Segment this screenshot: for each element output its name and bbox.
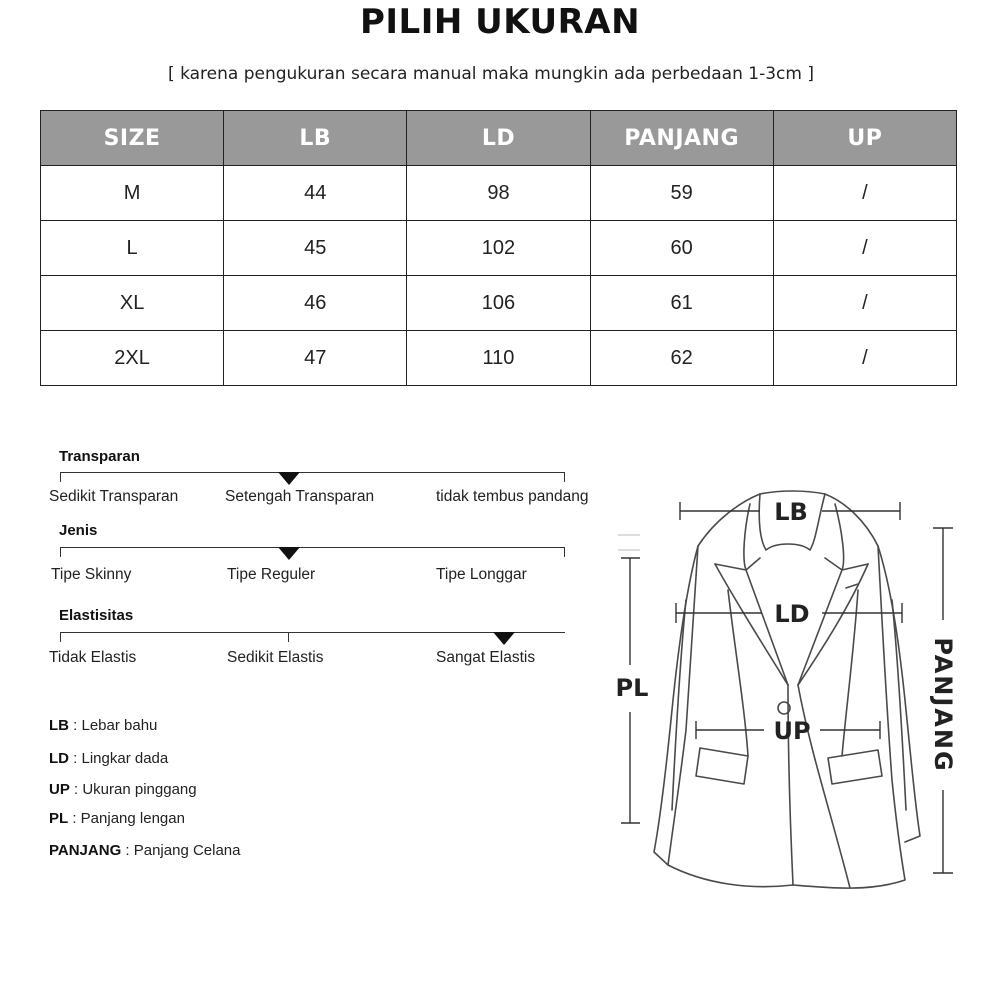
cell-panjang: 59 <box>590 166 773 221</box>
scale-title: Jenis <box>59 522 98 539</box>
header-lb: LB <box>224 111 407 166</box>
header-panjang: PANJANG <box>590 111 773 166</box>
scale-line <box>60 632 565 633</box>
legend-abbr: PL <box>49 810 69 827</box>
scale-tick <box>60 547 61 557</box>
cell-lb: 47 <box>224 331 407 386</box>
legend-abbr: PANJANG <box>49 842 122 859</box>
scale-option: tidak tembus pandang <box>436 488 589 505</box>
cell-size: L <box>41 221 224 276</box>
label-lb: LB <box>774 498 808 526</box>
label-ld: LD <box>774 600 810 628</box>
label-up: UP <box>773 717 811 745</box>
legend-item <box>49 781 197 798</box>
scale-option: Tipe Skinny <box>51 566 132 583</box>
cell-ld: 98 <box>407 166 590 221</box>
cell-up: / <box>773 276 956 331</box>
table-row <box>41 331 957 386</box>
header-ld: LD <box>407 111 590 166</box>
legend-desc: : Panjang lengan <box>68 810 185 827</box>
cell-ld: 102 <box>407 221 590 276</box>
legend-desc: : Lebar bahu <box>69 717 158 734</box>
page-subtitle: [ karena pengukuran secara manual maka mungkin ada perbedaan 1-3cm ] <box>168 64 814 84</box>
scale-title: Elastisitas <box>59 607 134 624</box>
cell-lb: 44 <box>224 166 407 221</box>
measure-labels <box>616 498 957 773</box>
scale-option: Sedikit Elastis <box>227 649 324 666</box>
legend-desc: : Ukuran pinggang <box>69 781 197 798</box>
cell-size: XL <box>41 276 224 331</box>
selected-marker-icon <box>278 472 300 485</box>
legend-item <box>49 717 157 734</box>
scale-line <box>60 547 565 548</box>
table-row <box>41 166 957 221</box>
cell-panjang: 62 <box>590 331 773 386</box>
scale-option: Sedikit Transparan <box>49 488 179 505</box>
cell-size: 2XL <box>41 331 224 386</box>
legend-item <box>49 750 168 767</box>
scale-option: Tidak Elastis <box>49 649 137 666</box>
scale-option: Setengah Transparan <box>225 488 375 505</box>
label-pl: PL <box>615 674 649 702</box>
legend-abbr: LB <box>49 717 69 734</box>
cell-panjang: 61 <box>590 276 773 331</box>
cell-lb: 45 <box>224 221 407 276</box>
faint-marks <box>618 535 640 550</box>
scale-title: Transparan <box>59 448 140 465</box>
scale-option: Tipe Reguler <box>227 566 316 583</box>
legend-desc: : Lingkar dada <box>69 750 169 767</box>
table-header-row <box>41 111 957 166</box>
label-panjang: PANJANG <box>929 637 957 773</box>
table-row <box>41 221 957 276</box>
cell-panjang: 60 <box>590 221 773 276</box>
jacket-diagram <box>610 480 970 900</box>
legend-abbr: UP <box>49 781 70 798</box>
selected-marker-icon <box>493 632 515 645</box>
cell-ld: 110 <box>407 331 590 386</box>
header-size: SIZE <box>41 111 224 166</box>
scale-line <box>60 472 565 473</box>
table-row <box>41 276 957 331</box>
jacket-outline <box>654 491 920 888</box>
selected-marker-icon <box>278 547 300 560</box>
legend-desc: : Panjang Celana <box>121 842 241 859</box>
scale-tick <box>60 472 61 482</box>
cell-up: / <box>773 166 956 221</box>
page-title: PILIH UKURAN <box>359 2 641 42</box>
scale-tick <box>288 632 289 642</box>
cell-lb: 46 <box>224 276 407 331</box>
cell-up: / <box>773 221 956 276</box>
scale-option: Sangat Elastis <box>436 649 536 666</box>
header-up: UP <box>773 111 956 166</box>
cell-size: M <box>41 166 224 221</box>
legend-item <box>49 842 241 859</box>
cell-up: / <box>773 331 956 386</box>
scale-tick <box>564 472 565 482</box>
scale-tick <box>564 547 565 557</box>
scale-tick <box>60 632 61 642</box>
legend-abbr: LD <box>49 750 69 767</box>
cell-ld: 106 <box>407 276 590 331</box>
size-table <box>40 110 957 386</box>
scale-option: Tipe Longgar <box>436 566 527 583</box>
legend-item <box>49 810 185 827</box>
